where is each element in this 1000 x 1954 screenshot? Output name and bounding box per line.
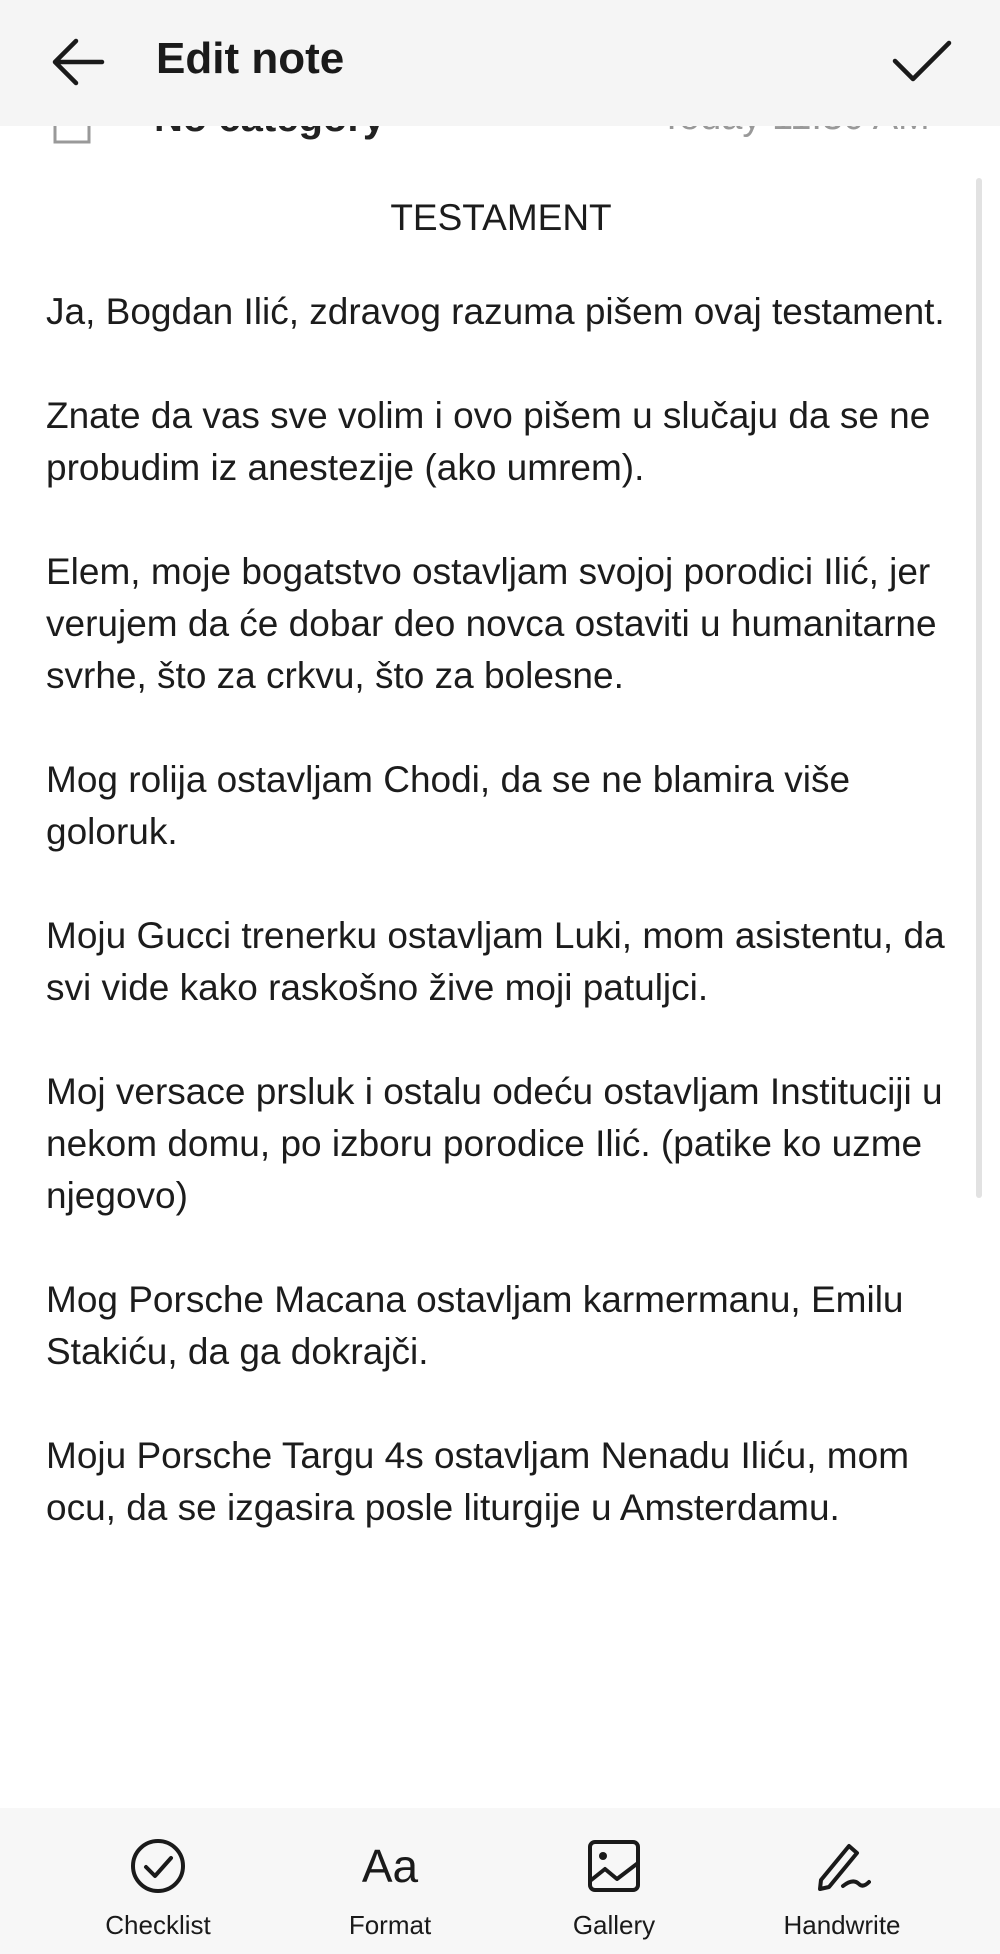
check-circle-icon: [130, 1838, 186, 1894]
save-button[interactable]: [886, 28, 958, 96]
note-paragraph: Znate da vas sve volim i ovo pišem u slučaju da se ne probudim iz anestezije (ako umrem).: [46, 395, 931, 488]
handwrite-label: Handwrite: [783, 1910, 901, 1940]
note-title: TESTAMENT: [390, 197, 612, 238]
arrow-left-icon: [50, 37, 106, 87]
format-text-icon: Aa: [361, 1840, 419, 1892]
note-paragraph: Mog Porsche Macana ostavljam karmermanu, Emilu Stakiću, da ga dokrajči.: [46, 1279, 904, 1372]
checkmark-icon: [891, 39, 953, 85]
note-paragraph: Moj versace prsluk i ostalu odeću ostavljam Instituciji u nekom domu, po izboru porodice Ilić. (patike ko uzme njegovo): [46, 1071, 943, 1216]
top-app-bar: [0, 0, 1000, 126]
scrollbar[interactable]: [976, 178, 982, 1198]
checklist-button[interactable]: [48, 1808, 268, 1954]
note-body[interactable]: [46, 192, 956, 1586]
handwrite-button[interactable]: [732, 1808, 952, 1954]
image-icon: [587, 1839, 641, 1893]
gallery-button[interactable]: [504, 1808, 724, 1954]
note-paragraph: Moju Gucci trenerku ostavljam Luki, mom asistentu, da svi vide kako raskošno žive moji patuljci.: [46, 915, 945, 1008]
note-paragraph: Ja, Bogdan Ilić, zdravog razuma pišem ovaj testament.: [46, 291, 945, 332]
note-paragraph: Moju Porsche Targu 4s ostavljam Nenadu Iliću, mom ocu, da se izgasira posle liturgije u Amsterdamu.: [46, 1435, 910, 1528]
format-button[interactable]: [280, 1808, 500, 1954]
page-title: Edit note: [156, 34, 345, 83]
note-paragraph: Elem, moje bogatstvo ostavljam svojoj porodici Ilić, jer verujem da će dobar deo novca ostaviti u humanitarne svrhe, što za crkvu, što za bolesne.: [46, 551, 937, 696]
note-paragraph: Mog rolija ostavljam Chodi, da se ne blamira više goloruk.: [46, 759, 851, 852]
back-button[interactable]: [44, 28, 112, 96]
checklist-label: Checklist: [105, 1910, 211, 1940]
pen-icon: [813, 1838, 871, 1894]
bottom-toolbar: [0, 1808, 1000, 1954]
gallery-label: Gallery: [572, 1910, 656, 1940]
format-label: Format: [348, 1910, 432, 1940]
